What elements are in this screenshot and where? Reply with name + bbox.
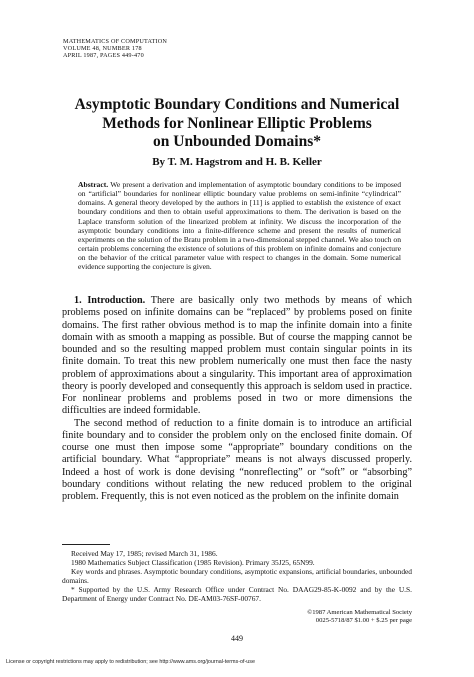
journal-volume: VOLUME 48, NUMBER 178 <box>63 45 142 53</box>
keywords: Key words and phrases. Asymptotic boundary conditions, asymptotic expansions, artificial boundaries, unbounded domains. <box>62 567 412 586</box>
abstract-text: We present a derivation and implementation of asymptotic boundary conditions to be imposed on “artificial” boundaries for nonlinear elliptic boundary value problems on semi-infinite “cylindrical” domains. A general theory developed by the authors in [11] is applied to establish the existence of exact boundary conditions and then to obtain useful approximations to them. The derivation is based on the Laplace transform solution of the linearized problem at infinity. We discuss the incorporation of the asymptotic boundary conditions into a finite-difference scheme and present the results of numerical experiments on the solution of the Bratu problem in a two-dimensional stepped channel. We also touch on certain problems concerning the existence of solutions of this problem on infinite domains and conjecture on the behavior of the critical parameter value with respect to changes in the domain. Some numerical evidence supporting the conjecture is given. <box>78 180 401 272</box>
footnotes <box>62 549 412 603</box>
journal-name: MATHEMATICS OF COMPUTATION <box>63 38 168 45</box>
title-line-1: Asymptotic Boundary Conditions and Numerical <box>74 96 400 113</box>
abstract <box>78 180 401 272</box>
msc-classification: 1980 Mathematics Subject Classification (1985 Revision). Primary 35J25, 65N99. <box>71 558 315 568</box>
paragraph: The second method of reduction to a finite domain is to introduce an artificial finite boundary and to consider the problem only on the enclosed finite domain. Of course one must then impose some “appropriate” boundary conditions on the artificial boundary. What “appropriate” means is not always discussed properly. Indeed a host of work is done devising “nonreflecting” or “soft” or “absorbing” boundary conditions without relating the new reduced problem to the original problem. Frequently, this is not even noticed as the problem on the infinite domain <box>62 417 412 502</box>
paragraph-text: There are basically only two methods by means of which problems posed on infinite domains can be “replaced” by problems posed on finite domains. The first rather obvious method is to map the infinite domain into a finite domain with as smooth a mapping as possible. But of course the mapping cannot be bounded and so the resulting mapped problem must contain singular points in its finite domain. To treat this new problem numerically one must then face the nasty problem of approximations about a singularity. This important area of approximation theory is poorly developed and consequently this approach is seldom used in practice. For nonlinear problems and problems posed in two or more dimensions the difficulties are indeed formidable. <box>62 295 412 417</box>
section-introduction <box>62 295 412 503</box>
journal-date-pages: APRIL 1987, PAGES 449-470 <box>63 52 144 60</box>
price-line: 0025-5718/87 $1.00 + $.25 per page <box>315 617 412 625</box>
license-notice: License or copyright restrictions may apply to redistribution; see http://www.ams.org/journal-terms-of-use <box>6 659 255 665</box>
support-note: * Supported by the U.S. Army Research Office under Contract No. DAAG29-85-K-0092 and by the U.S. Department of Energy under Contract No. DE-AM03-76SF-00767. <box>62 585 412 604</box>
paragraph <box>62 295 412 418</box>
page-number: 449 <box>231 634 243 643</box>
received-dates: Received May 17, 1985; revised March 31, 1986. <box>71 549 218 558</box>
copyright-notice <box>307 609 412 626</box>
title-line-3: on Unbounded Domains* <box>153 133 321 150</box>
authors: By T. M. Hagstrom and H. B. Keller <box>152 156 322 168</box>
section-heading: 1. Introduction. <box>74 295 146 306</box>
title-line-2: Methods for Nonlinear Elliptic Problems <box>102 114 372 132</box>
journal-header <box>63 38 167 60</box>
abstract-label: Abstract. <box>78 180 109 189</box>
copyright-line: ©1987 American Mathematical Society <box>307 609 412 616</box>
paper-title <box>40 96 434 152</box>
footnote-divider <box>62 544 110 545</box>
